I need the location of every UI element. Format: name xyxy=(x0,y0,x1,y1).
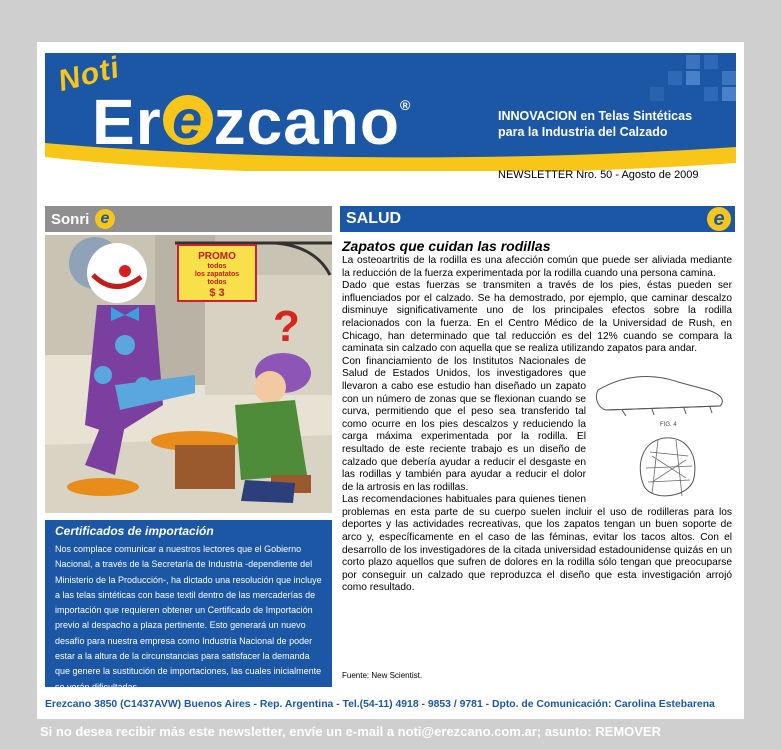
e-logo-icon: e xyxy=(95,209,115,229)
tagline xyxy=(498,108,692,140)
section-title: SALUD xyxy=(346,210,402,227)
tagline-line: para la Industria del Calzado xyxy=(498,125,668,139)
certificados-title: Certificados de importación xyxy=(55,524,214,538)
article-body xyxy=(342,255,732,595)
shoe-patent-illustration xyxy=(592,356,732,504)
article-paragraph: Las recomendaciones habituales para quienes tienen problemas en esta parte de su cuerpo suelen incluir el uso de rodilleras para los deportes y las actividades recreativas, que los zapatos tengan un buen soporte de arco y, específicamente en el caso de las féminas, evitar los tacos altos. Con el desarrollo de los investigadores de la citada universidad estadounidense quizás en un corto plazo aquellos que sufren de dolores en la rodilla sólo tengan que preocuparse por conseguir un calzado que reproduzca el diseño que esta investigación arrojó como resultado. xyxy=(342,494,732,594)
cartoon-clown-illustration xyxy=(45,235,332,513)
newsletter-number: NEWSLETTER Nro. 50 - Agosto de 2009 xyxy=(498,169,699,181)
sign-text: los zapatatos xyxy=(194,271,240,278)
section-bar-salud xyxy=(340,206,735,232)
unsubscribe-note: Si no desea recibir más este newsletter, envíe un e-mail a noti@erezcano.com.ar; asunto: REMOVER xyxy=(40,724,661,739)
registered-mark: ® xyxy=(399,97,412,113)
footer-address: Erezcano 3850 (C1437AVW) Buenos Aires - Rep. Argentina - Tel.(54-11) 4918 - 9853 / 9781 - Dpto. de Comunicación: Carolina Estebarena xyxy=(45,699,715,710)
sign-text: $ 3 xyxy=(209,287,225,299)
e-logo-icon: e xyxy=(707,207,731,231)
sign-text: todos xyxy=(207,279,227,286)
sign-text: todos xyxy=(207,263,227,270)
certificados-body: Nos complace comunicar a nuestros lectores que el Gobierno Nacional, a través de la Secretaría de Industria -dependiente del Ministerio de la Producción-, ha dictado una resolución que incluye a las telas sintéticas con base textil dentro de las mercaderías de importación que requieren obtener un Certificado de Importación previo al despacho a plaza pertinente. Esto generará un nuevo desafío para nuestra empresa como Industria Nacional de poder estar a la altura de la circunstancias para satisfacer la demanda que genere la sustitución de importaciones, las cuales inicialmente se verán dificultadas. xyxy=(55,544,322,692)
section-title: Sonri xyxy=(51,211,90,228)
logo-part: Er xyxy=(92,86,162,158)
article-title: Zapatos que cuidan las rodillas xyxy=(342,238,551,254)
article-paragraph: La osteoartritis de la rodilla es una afección común que puede ser aliviada mediante la reducción de la fuerza experimentada por la rodilla cuando una persona camina. xyxy=(342,255,732,279)
certificados-box xyxy=(45,520,332,692)
sign-text: PROMO xyxy=(198,251,236,262)
cartoon-illustration xyxy=(45,235,332,513)
logo-erezcano xyxy=(92,70,411,157)
fig-label: FIG. 4 xyxy=(660,421,677,428)
logo-part: zcano xyxy=(213,86,400,158)
article-paragraph: Con financiamiento de los Institutos Nacionales de Salud de Estados Unidos, los investigadores que llevaron a cabo ese estudio han diseñado un zapato con un número de zonas que se flexionan cuando se curva, permitiendo que el peso sea transferido tal como ocurre en los pies descalzos y reduciendo la carga máxima experimentada por la rodilla. El resultado de este reciente trabajo es un diseño de calzado que debería ayudar a reducir el desgaste en las rodillas y también para ayudar a reducir el dolor de la artrosis en las rodillas. xyxy=(342,355,586,493)
tagline-line: INNOVACION en Telas Sintéticas xyxy=(498,109,693,123)
article-source: Fuente: New Scientist. xyxy=(342,671,423,680)
logo-e-icon: e xyxy=(163,95,213,145)
question-mark: ? xyxy=(273,302,300,351)
logo-noti: Noti xyxy=(54,50,124,99)
section-bar-sonrie xyxy=(45,206,332,232)
article-paragraph: Dado que estas fuerzas se transmiten a través de los pies, éstas pueden ser influenciados por el calzado. Se ha demostrado, por ejemplo, que caminar descalzo disminuye significativamente uno de los principales efectos sobre la rodilla relacionados con la fuerza. En el Centro Médico de la Universidad de Rush, en Chicago, han determinado que tal reducción es del 12% cuando se compara la caminata sin calzado con aquella que se realiza utilizando zapatos para andar. xyxy=(342,280,732,355)
